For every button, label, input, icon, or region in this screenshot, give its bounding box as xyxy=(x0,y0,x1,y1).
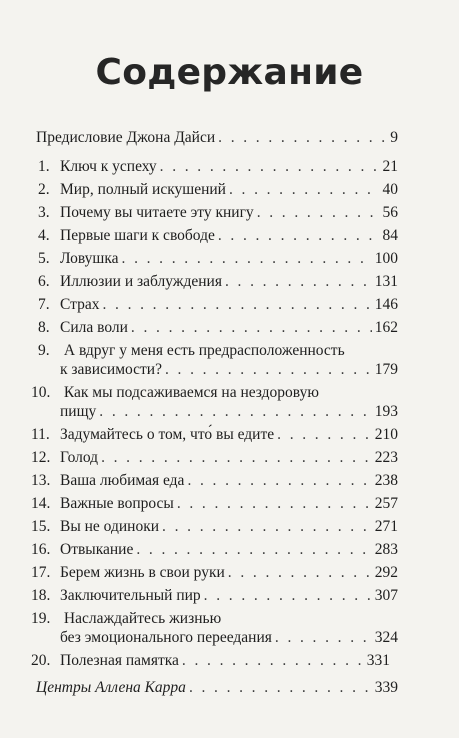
toc-entry-label-line1: А вдруг у меня есть предрасположенность xyxy=(63,342,345,359)
toc-entry-15[interactable] xyxy=(31,518,398,536)
toc-entry-label: Иллюзии и заблуждения xyxy=(60,273,222,290)
toc-entry-label-line1: Наслаждайтесь жизнью xyxy=(63,610,222,627)
dot-leader xyxy=(182,652,364,670)
dot-leader xyxy=(136,541,371,559)
toc-entry-11[interactable] xyxy=(31,426,398,444)
toc-entry-7[interactable] xyxy=(38,296,398,314)
toc-entry-label: Мир, полный искушений xyxy=(60,181,226,198)
toc-entry-number: 13. xyxy=(31,472,51,489)
toc-page-number: 131 xyxy=(374,273,398,290)
toc-entry-label: без эмоционального переедания xyxy=(60,629,272,646)
toc-page-number: 339 xyxy=(374,679,398,696)
toc-entry-label: Задумайтесь о том, что́ вы едите xyxy=(60,426,275,443)
toc-entry-number: 5. xyxy=(38,250,50,267)
toc-entry-12[interactable] xyxy=(31,449,398,467)
dot-leader xyxy=(160,158,380,176)
toc-page-number: 324 xyxy=(374,629,398,646)
toc-page-number: 331 xyxy=(366,652,390,669)
toc-entry-number: 19. xyxy=(31,610,51,627)
toc-entry-number: 1. xyxy=(38,158,50,175)
toc-entry-number: 10. xyxy=(31,384,51,401)
toc-page-number: 146 xyxy=(374,296,398,313)
toc-entry-19[interactable] xyxy=(60,629,398,647)
toc-entry-label: Ваша любимая еда xyxy=(60,472,185,489)
toc-entry-16[interactable] xyxy=(31,541,398,559)
toc-entry-label: Отвыкание xyxy=(60,541,134,558)
toc-entry-10-first-line[interactable] xyxy=(31,384,319,402)
toc-entry-label: к зависимости? xyxy=(60,361,162,378)
toc-entry-label: Полезная памятка xyxy=(60,652,179,669)
toc-entry-label: Предисловие Джона Дайси xyxy=(36,129,216,146)
toc-page-number: 40 xyxy=(382,181,398,198)
dot-leader xyxy=(177,495,372,513)
toc-page-number: 283 xyxy=(374,541,398,558)
toc-entry-label: Сила воли xyxy=(60,319,128,336)
dot-leader xyxy=(228,564,372,582)
dot-leader xyxy=(225,273,372,291)
dot-leader xyxy=(102,296,371,314)
dot-leader xyxy=(122,250,372,268)
toc-entry-label: Важные вопросы xyxy=(60,495,174,512)
toc-entry-number: 20. xyxy=(31,652,51,669)
toc-entry-number: 17. xyxy=(31,564,51,581)
toc-entry-centers[interactable] xyxy=(36,679,398,697)
toc-entry-label: Первые шаги к свободе xyxy=(60,227,215,244)
toc-page-number: 179 xyxy=(374,361,398,378)
toc-entry-20[interactable] xyxy=(31,652,390,670)
toc-entry-label: Вы не одиноки xyxy=(60,518,160,535)
toc-entry-label-line1: Как мы подсаживаемся на нездоровую xyxy=(63,384,319,401)
toc-entry-label: Почему вы читаете эту книгу xyxy=(60,204,254,221)
toc-entry-number: 15. xyxy=(31,518,51,535)
toc-entry-10[interactable] xyxy=(60,403,398,421)
dot-leader xyxy=(131,319,372,337)
dot-leader xyxy=(189,679,372,697)
toc-entry-number: 6. xyxy=(38,273,50,290)
toc-entry-2[interactable] xyxy=(38,181,398,199)
toc-entry-6[interactable] xyxy=(38,273,398,291)
toc-entry-18[interactable] xyxy=(31,587,398,605)
toc-entry-preface[interactable] xyxy=(36,129,398,147)
toc-entry-3[interactable] xyxy=(38,204,398,222)
toc-page-number: 257 xyxy=(374,495,398,512)
toc-page-number: 9 xyxy=(390,129,398,146)
toc-entry-label: пищу xyxy=(60,403,97,420)
toc-entry-8[interactable] xyxy=(38,319,398,337)
toc-entry-4[interactable] xyxy=(38,227,398,245)
dot-leader xyxy=(218,129,387,147)
toc-entry-number: 8. xyxy=(38,319,50,336)
toc-entry-label: Заключительный пир xyxy=(60,587,201,604)
toc-entry-14[interactable] xyxy=(31,495,398,513)
toc-page-number: 162 xyxy=(374,319,398,336)
toc-page-number: 56 xyxy=(382,204,398,221)
page-title: Содержание xyxy=(95,52,364,93)
dot-leader xyxy=(165,361,372,379)
toc-entry-number: 7. xyxy=(38,296,50,313)
dot-leader xyxy=(99,403,371,421)
toc-entry-label: Ключ к успеху xyxy=(60,158,157,175)
toc-page-number: 84 xyxy=(382,227,398,244)
dot-leader xyxy=(218,227,380,245)
toc-entry-label: Ловушка xyxy=(60,250,119,267)
dot-leader xyxy=(204,587,372,605)
toc-page-number: 307 xyxy=(374,587,398,604)
toc-entry-label: Голод xyxy=(60,449,99,466)
toc-page-number: 193 xyxy=(374,403,398,420)
toc-entry-5[interactable] xyxy=(38,250,398,268)
toc-entry-17[interactable] xyxy=(31,564,398,582)
toc-page-number: 223 xyxy=(374,449,398,466)
toc-entry-number: 3. xyxy=(38,204,50,221)
toc-page-number: 210 xyxy=(374,426,398,443)
toc-entry-number: 11. xyxy=(31,426,50,443)
toc-page-number: 238 xyxy=(374,472,398,489)
toc-entry-label: Страх xyxy=(60,296,100,313)
toc-entry-number: 18. xyxy=(31,587,51,604)
toc-entry-label: Берем жизнь в свои руки xyxy=(60,564,225,581)
toc-entry-number: 12. xyxy=(31,449,51,466)
dot-leader xyxy=(275,629,372,647)
toc-entry-number: 9. xyxy=(38,342,50,359)
dot-leader xyxy=(257,204,380,222)
toc-entry-number: 14. xyxy=(31,495,51,512)
dot-leader xyxy=(162,518,372,536)
toc-entry-9[interactable] xyxy=(60,361,398,379)
toc-entry-label: Центры Аллена Карра xyxy=(36,679,186,696)
toc-entry-number: 4. xyxy=(38,227,50,244)
toc-page-number: 100 xyxy=(374,250,398,267)
toc-page-number: 21 xyxy=(382,158,398,175)
toc-page-number: 292 xyxy=(374,564,398,581)
toc-entry-number: 16. xyxy=(31,541,51,558)
dot-leader xyxy=(187,472,371,490)
toc-page-number: 271 xyxy=(374,518,398,535)
dot-leader xyxy=(229,181,380,199)
toc-entry-number: 2. xyxy=(38,181,50,198)
toc-entry-19-first-line[interactable] xyxy=(31,610,221,628)
dot-leader xyxy=(101,449,372,467)
toc-entry-9-first-line[interactable] xyxy=(38,342,345,360)
toc-entry-13[interactable] xyxy=(31,472,398,490)
dot-leader xyxy=(277,426,372,444)
toc-entry-1[interactable] xyxy=(38,158,398,176)
